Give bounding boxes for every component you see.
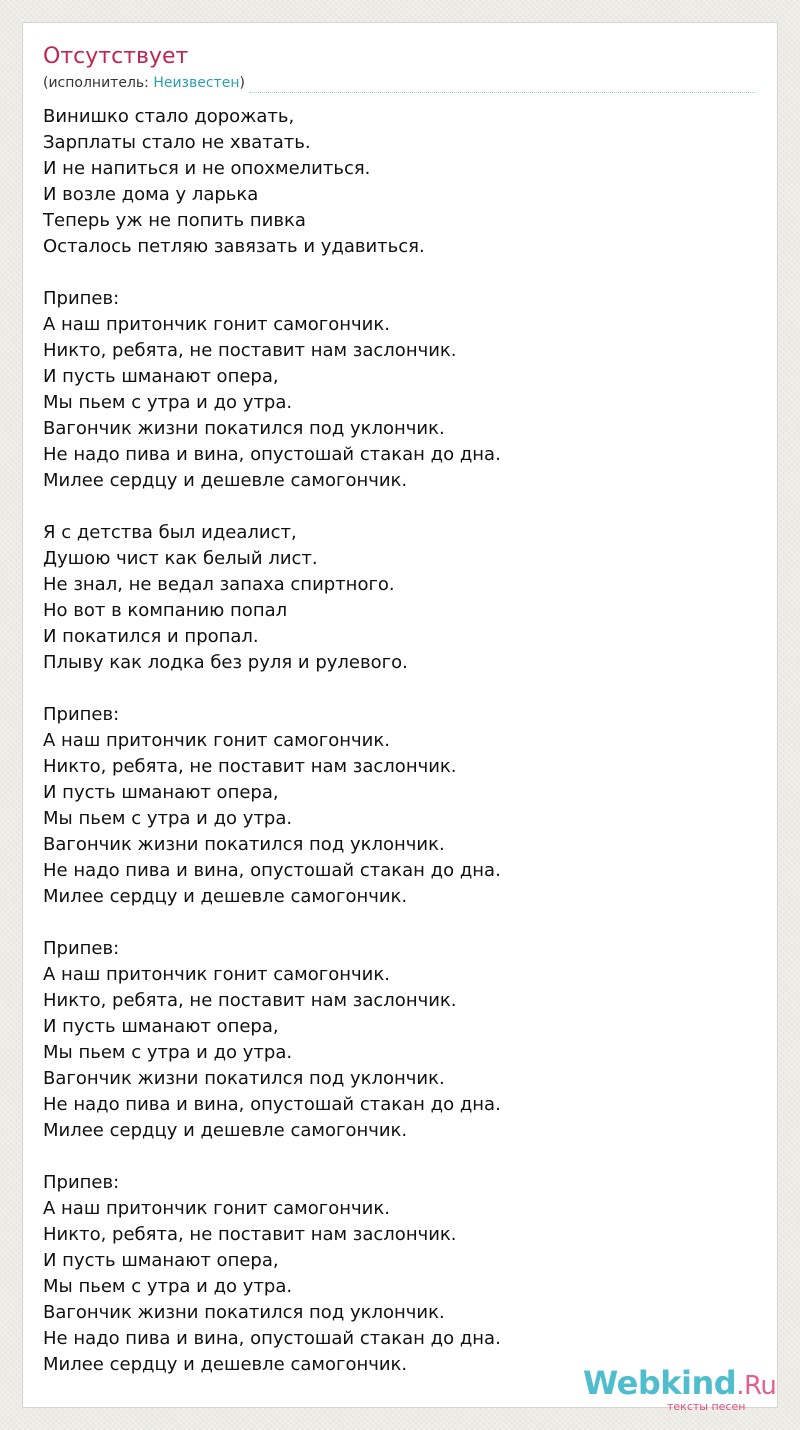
lyric-line: Вагончик жизни покатился под уклончик. bbox=[43, 1302, 445, 1323]
lyric-line: Никто, ребята, не поставит нам заслончик. bbox=[43, 756, 457, 777]
lyric-line: Не надо пива и вина, опустошай стакан до дна. bbox=[43, 1094, 501, 1115]
lyric-line: Милее сердцу и дешевле самогончик. bbox=[43, 1354, 408, 1375]
lyric-line: А наш притончик гонит самогончик. bbox=[43, 964, 390, 985]
lyric-line: Вагончик жизни покатился под уклончик. bbox=[43, 1068, 445, 1089]
lyric-line: Теперь уж не попить пивка bbox=[43, 210, 306, 231]
lyric-line: Не надо пива и вина, опустошай стакан до дна. bbox=[43, 1328, 501, 1349]
lyric-line: И пусть шманают опера, bbox=[43, 1016, 279, 1037]
lyric-line: И пусть шманают опера, bbox=[43, 782, 279, 803]
lyric-line: И пусть шманают опера, bbox=[43, 366, 279, 387]
lyric-line: Припев: bbox=[43, 938, 120, 959]
lyric-line: Мы пьем с утра и до утра. bbox=[43, 392, 293, 413]
lyric-line: Никто, ребята, не поставит нам заслончик. bbox=[43, 990, 457, 1011]
lyric-line: Осталось петляю завязать и удавиться. bbox=[43, 236, 425, 257]
site-watermark bbox=[583, 1363, 777, 1419]
lyric-line: Припев: bbox=[43, 1172, 120, 1193]
lyric-line: Никто, ребята, не поставит нам заслончик. bbox=[43, 340, 457, 361]
lyric-line: Мы пьем с утра и до утра. bbox=[43, 808, 293, 829]
lyric-line: Не знал, не ведал запаха спиртного. bbox=[43, 574, 395, 595]
stanza-gap bbox=[43, 494, 743, 520]
lyric-line: Мы пьем с утра и до утра. bbox=[43, 1276, 293, 1297]
artist-suffix: ) bbox=[239, 75, 245, 91]
lyric-line: Мы пьем с утра и до утра. bbox=[43, 1042, 293, 1063]
watermark-tagline: тексты песен bbox=[667, 1400, 746, 1413]
stanza-gap bbox=[43, 1144, 743, 1170]
lyrics-card bbox=[22, 22, 778, 1413]
stanza-gap bbox=[43, 260, 743, 286]
lyric-line: И возле дома у ларька bbox=[43, 184, 259, 205]
lyric-line: И покатился и пропал. bbox=[43, 626, 259, 647]
watermark-brand: Webkind bbox=[583, 1364, 737, 1402]
lyric-line: Зарплаты стало не хватать. bbox=[43, 132, 311, 153]
lyric-line: А наш притончик гонит самогончик. bbox=[43, 314, 390, 335]
lyric-line: Не надо пива и вина, опустошай стакан до дна. bbox=[43, 444, 501, 465]
lyric-line: И не напиться и не опохмелиться. bbox=[43, 158, 371, 179]
lyric-line: Припев: bbox=[43, 704, 120, 725]
lyric-line: А наш притончик гонит самогончик. bbox=[43, 730, 390, 751]
lyric-line: Вагончик жизни покатился под уклончик. bbox=[43, 418, 445, 439]
lyric-line: Не надо пива и вина, опустошай стакан до дна. bbox=[43, 860, 501, 881]
lyric-line: Милее сердцу и дешевле самогончик. bbox=[43, 886, 408, 907]
artist-link[interactable]: Неизвестен bbox=[153, 75, 240, 91]
lyric-line: Милее сердцу и дешевле самогончик. bbox=[43, 470, 408, 491]
lyric-line: Я с детства был идеалист, bbox=[43, 522, 297, 543]
lyric-line: А наш притончик гонит самогончик. bbox=[43, 1198, 390, 1219]
lyric-line: И пусть шманают опера, bbox=[43, 1250, 279, 1271]
lyric-line: Плыву как лодка без руля и рулевого. bbox=[43, 652, 408, 673]
stanza-gap bbox=[43, 676, 743, 702]
lyric-line: Винишко стало дорожать, bbox=[43, 106, 295, 127]
lyric-line: Никто, ребята, не поставит нам заслончик. bbox=[43, 1224, 457, 1245]
lyric-line: Припев: bbox=[43, 288, 120, 309]
artist-line bbox=[43, 73, 245, 93]
stanza-gap bbox=[43, 910, 743, 936]
watermark-tld: .Ru bbox=[736, 1371, 777, 1401]
lyrics-body bbox=[43, 104, 743, 1378]
lyric-line: Но вот в компанию попал bbox=[43, 600, 288, 621]
artist-prefix: (исполнитель: bbox=[43, 75, 154, 91]
lyric-line: Милее сердцу и дешевле самогончик. bbox=[43, 1120, 408, 1141]
header-divider bbox=[249, 92, 755, 93]
song-title: Отсутствует bbox=[43, 44, 189, 69]
lyric-line: Душою чист как белый лист. bbox=[43, 548, 318, 569]
lyric-line: Вагончик жизни покатился под уклончик. bbox=[43, 834, 445, 855]
